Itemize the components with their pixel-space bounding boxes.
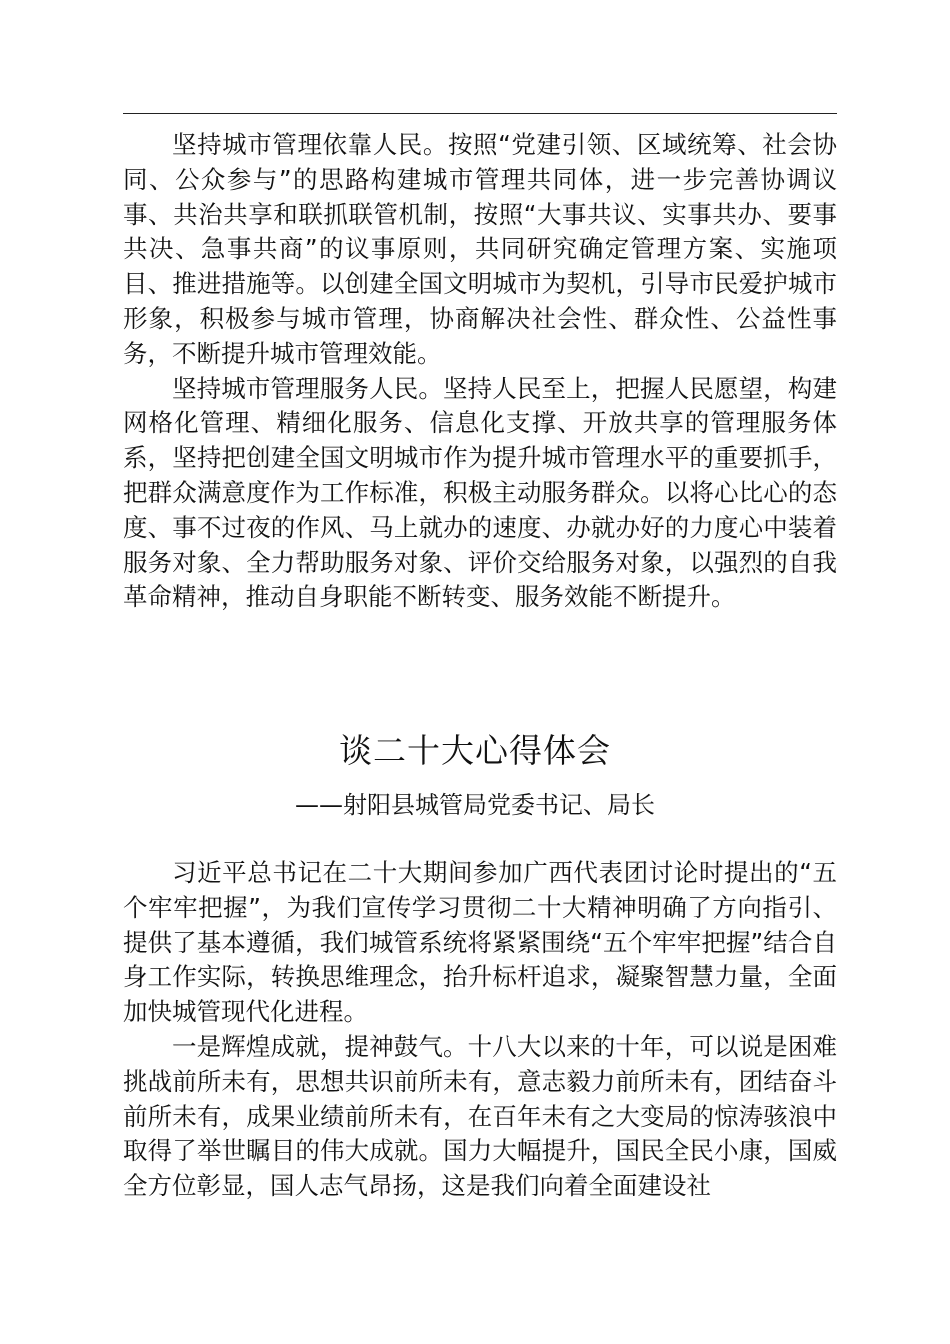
header-rule	[123, 113, 837, 114]
paragraph: 坚持城市管理服务人民。坚持人民至上，把握人民愿望，构建网格化管理、精细化服务、信息化支撑、开放共享的管理服务体系，坚持把创建全国文明城市作为提升城市管理水平的重要抓手，把群众满意度作为工作标准，积极主动服务群众。以将心比心的态度、事不过夜的作风、马上就办的速度、办就办好的力度心中装着服务对象、全力帮助服务对象、评价交给服务对象，以强烈的自我革命精神，推动自身职能不断转变、服务效能不断提升。	[123, 373, 837, 612]
paragraph: 一是辉煌成就，提神鼓气。十八大以来的十年，可以说是困难挑战前所未有，思想共识前所未有，意志毅力前所未有，团结奋斗前所未有，成果业绩前所未有，在百年未有之大变局的惊涛骇浪中取得了举世瞩目的伟大成就。国力大幅提升，国民全民小康，国威全方位彰显，国人志气昂扬，这是我们向着全面建设社	[123, 1031, 837, 1201]
article-body	[123, 856, 837, 1204]
article-title: 谈二十大心得体会	[339, 731, 611, 770]
section-one-body	[123, 128, 837, 615]
article-subtitle: ——射阳县城管局党委书记、局长	[295, 791, 655, 819]
paragraph: 习近平总书记在二十大期间参加广西代表团讨论时提出的“五个牢牢把握”，为我们宣传学习贯彻二十大精神明确了方向指引、提供了基本遵循，我们城管系统将紧紧围绕“五个牢牢把握”结合自身工作实际，转换思维理念，抬升标杆追求，凝聚智慧力量，全面加快城管现代化进程。	[123, 858, 837, 1027]
paragraph: 坚持城市管理依靠人民。按照“党建引领、区域统筹、社会协同、公众参与”的思路构建城市管理共同体，进一步完善协调议事、共治共享和联抓联管机制，按照“大事共议、实事共办、要事共决、急事共商”的议事原则，共同研究确定管理方案、实施项目、推进措施等。以创建全国文明城市为契机，引导市民爱护城市形象，积极参与城市管理，协商解决社会性、群众性、公益性事务，不断提升城市管理效能。	[123, 130, 837, 368]
